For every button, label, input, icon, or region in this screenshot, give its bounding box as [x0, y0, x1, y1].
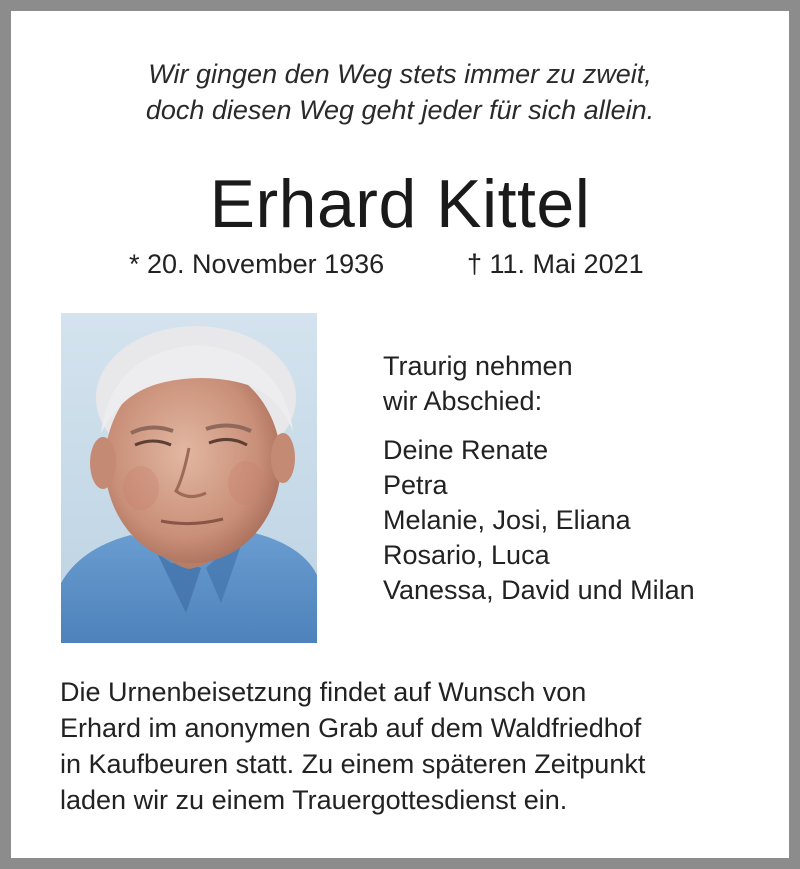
mourning-intro-line-1: Traurig nehmen: [383, 351, 573, 381]
poem-line-1: Wir gingen den Weg stets immer zu zweit,: [148, 59, 652, 89]
mourner-name: Vanessa, David und Milan: [383, 575, 695, 605]
mourner-name: Deine Renate: [383, 435, 549, 465]
notice-line: Die Urnenbeisetzung findet auf Wunsch von: [60, 677, 587, 707]
portrait-illustration: [61, 313, 317, 643]
poem-line-2: doch diesen Weg geht jeder für sich allein.: [145, 95, 655, 125]
portrait-photo: [61, 313, 317, 643]
death-date: † 11. Mai 2021: [467, 249, 644, 279]
obituary-card: [11, 11, 789, 858]
burial-notice: [60, 674, 760, 818]
poem: [11, 56, 789, 128]
notice-line: laden wir zu einem Trauergottesdienst ein.: [60, 785, 568, 815]
notice-line: in Kaufbeuren statt. Zu einem späteren Zeitpunkt: [60, 749, 646, 779]
mourner-name: Petra: [383, 470, 448, 500]
deceased-name: Erhard Kittel: [209, 166, 591, 242]
mourner-name: Rosario, Luca: [383, 540, 550, 570]
mourners-list: [383, 433, 695, 608]
mourner-name: Melanie, Josi, Eliana: [383, 505, 631, 535]
mourning-intro: [383, 349, 573, 419]
notice-line: Erhard im anonymen Grab auf dem Waldfriedhof: [60, 713, 642, 743]
mourning-intro-line-2: wir Abschied:: [383, 386, 543, 416]
birth-date: * 20. November 1936: [129, 249, 385, 279]
